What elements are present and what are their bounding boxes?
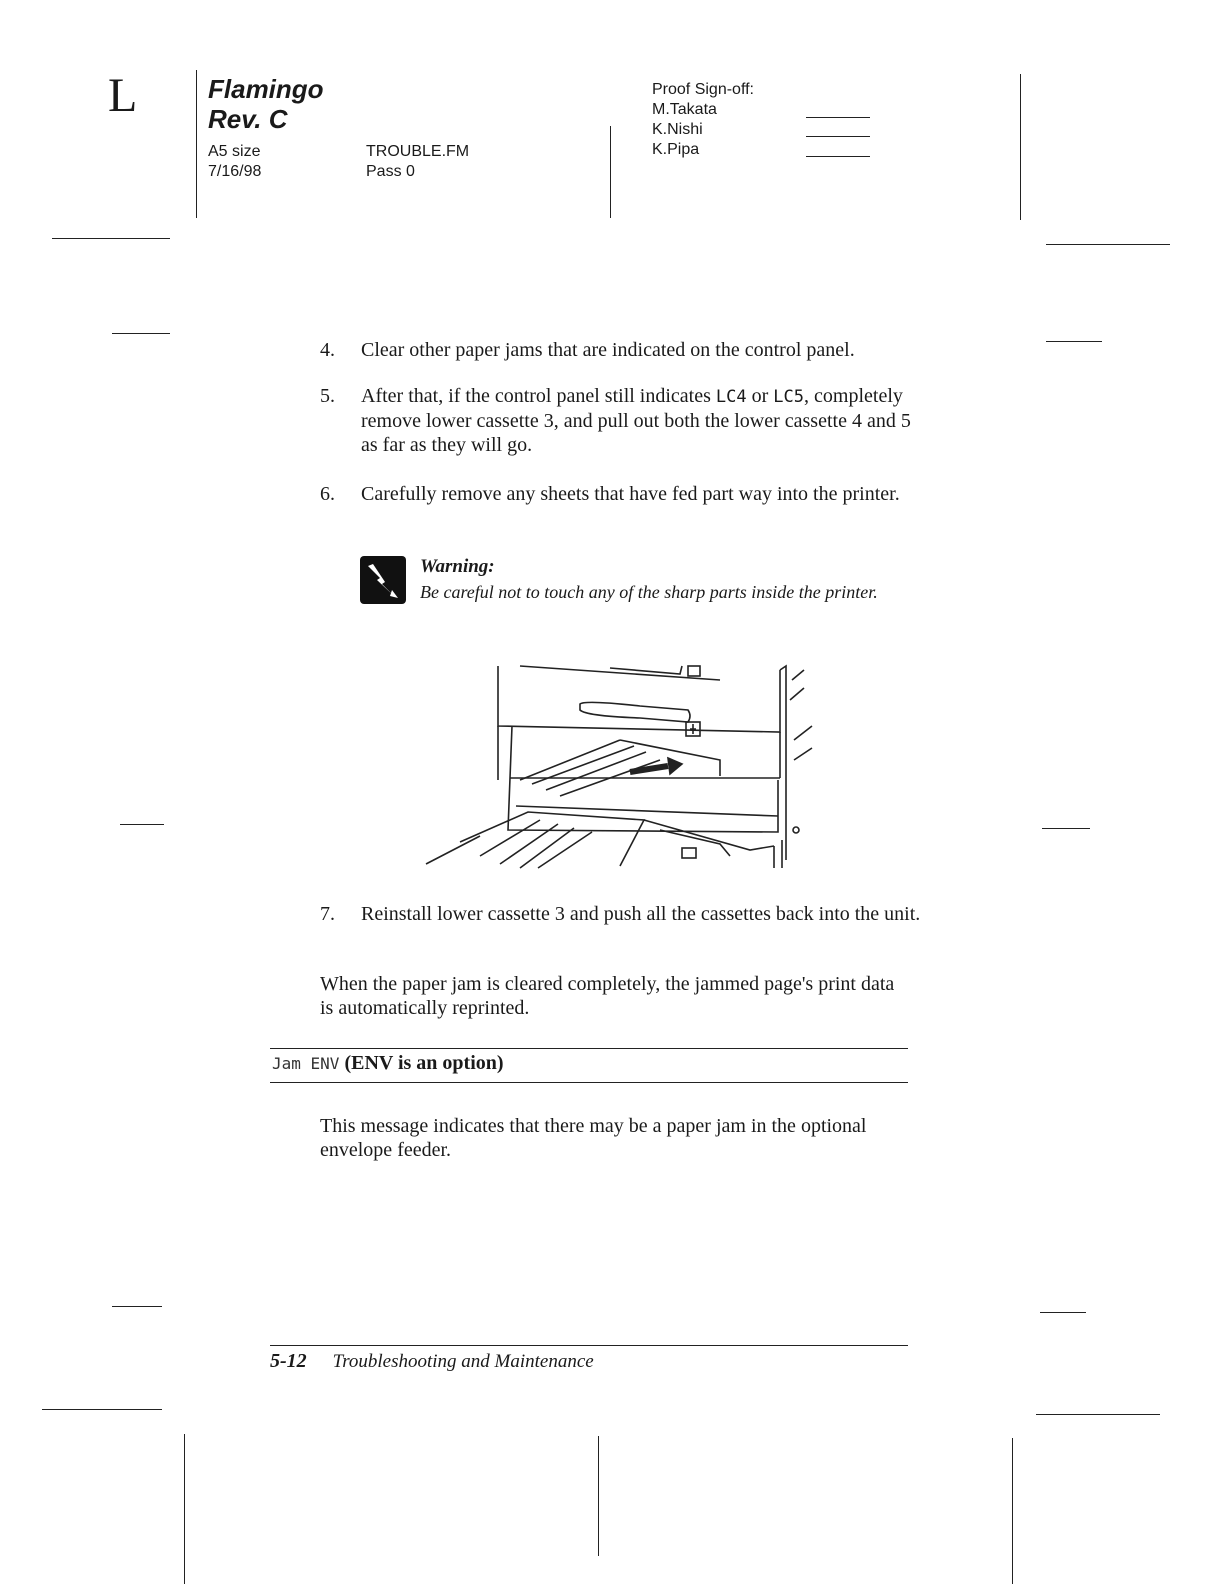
header-divider-mid	[610, 126, 611, 218]
warning-heading: Warning:	[420, 556, 495, 577]
doc-date: 7/16/98	[208, 163, 262, 180]
footer-rule	[270, 1345, 908, 1346]
header-divider-left	[196, 70, 197, 218]
cleared-note: When the paper jam is cleared completely, the jammed page's print data is automatically reprinted.	[320, 973, 895, 1019]
page-footer	[270, 1350, 594, 1373]
step-6	[320, 482, 920, 530]
corner-letter: L	[108, 69, 138, 122]
section-heading	[272, 1052, 504, 1075]
warning-bolt-icon	[360, 556, 406, 604]
crop-mark	[598, 1436, 599, 1556]
step-text: After that, if the control panel still indicates LC4 or LC5, completely remove lower cassette 3, and pull out both the lower cassette 4 and 5 as far as they will go.	[361, 385, 911, 456]
page-number: 5-12	[270, 1350, 307, 1372]
section-text: This message indicates that there may be a paper jam in the optional envelope feeder.	[320, 1115, 867, 1161]
signoff-line-3	[806, 156, 870, 157]
crop-mark	[1046, 244, 1170, 245]
signer-1: M.Takata	[652, 101, 717, 118]
step-text: Carefully remove any sheets that have fed part way into the printer.	[361, 483, 900, 505]
signer-3: K.Pipa	[652, 141, 700, 158]
header-divider-right	[1020, 74, 1021, 220]
signer-2: K.Nishi	[652, 121, 703, 138]
crop-mark	[52, 238, 170, 239]
crop-mark	[1040, 1312, 1086, 1313]
proof-label: Proof Sign-off:	[652, 81, 754, 98]
crop-mark	[1012, 1438, 1013, 1584]
crop-mark	[112, 333, 170, 334]
crop-mark	[184, 1434, 185, 1584]
step-text: Reinstall lower cassette 3 and push all the cassettes back into the unit.	[361, 903, 921, 925]
signoff-line-2	[806, 136, 870, 137]
step-number: 4.	[320, 339, 335, 361]
signoff-line-1	[806, 117, 870, 118]
code-lc4: LC4	[715, 387, 747, 407]
crop-mark	[112, 1306, 162, 1307]
step-text: Clear other paper jams that are indicated on the control panel.	[361, 339, 855, 361]
doc-title	[208, 74, 324, 134]
section-rule-bottom	[270, 1082, 908, 1083]
chapter-title: Troubleshooting and Maintenance	[332, 1351, 594, 1372]
crop-mark	[120, 824, 164, 825]
doc-file: TROUBLE.FM	[366, 143, 470, 160]
step-number: 7.	[320, 903, 335, 925]
warning-text: Be careful not to touch any of the sharp parts inside the printer.	[420, 582, 878, 602]
doc-pass: Pass 0	[366, 163, 415, 180]
crop-mark	[1046, 341, 1102, 342]
section-title: (ENV is an option)	[344, 1052, 504, 1074]
step-number: 6.	[320, 483, 335, 505]
doc-title-line2: Rev. C	[208, 104, 288, 134]
crop-mark	[42, 1409, 162, 1410]
code-lc5: LC5	[773, 387, 805, 407]
crop-mark	[1042, 828, 1090, 829]
printer-cassette-illustration	[420, 660, 820, 872]
doc-size: A5 size	[208, 143, 261, 160]
step-7	[320, 902, 920, 950]
step-number: 5.	[320, 385, 335, 407]
section-rule-top	[270, 1048, 908, 1049]
doc-title-line1: Flamingo	[208, 74, 324, 104]
section-code: Jam ENV	[272, 1054, 340, 1073]
crop-mark	[1036, 1414, 1160, 1415]
step-5	[320, 384, 920, 456]
